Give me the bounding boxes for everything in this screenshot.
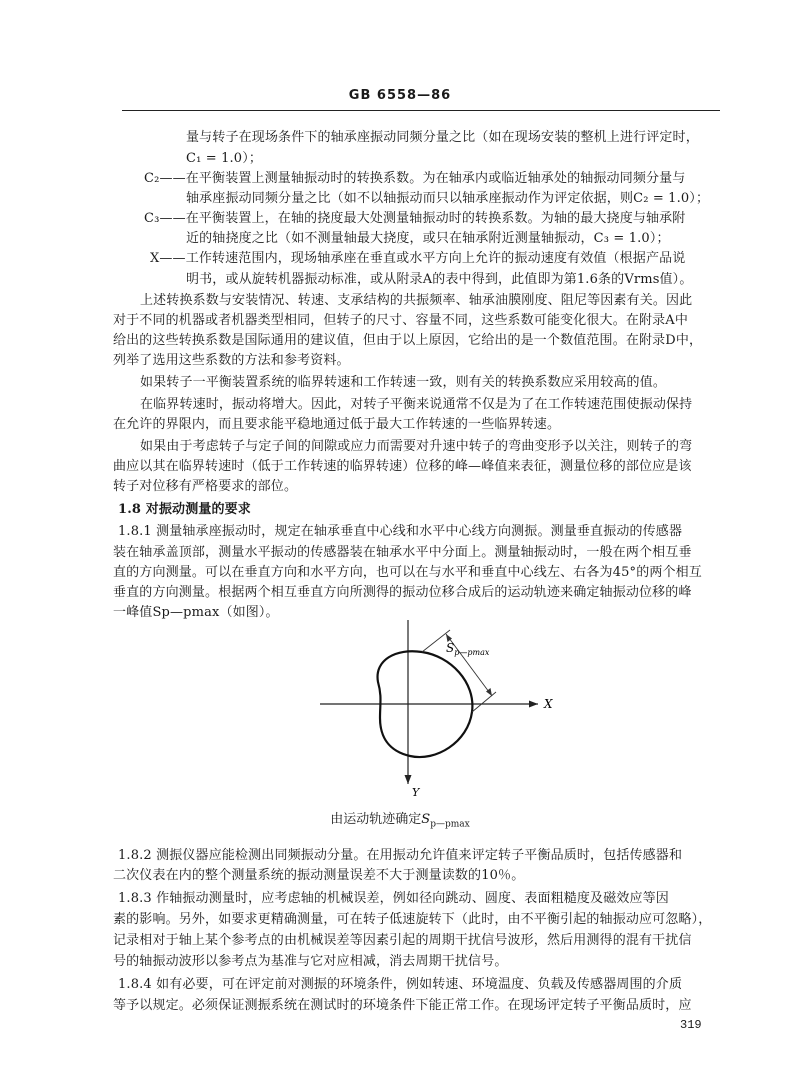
section-heading-1-8: 1.8 对振动测量的要求 — [118, 502, 251, 517]
paragraph-line: 一峰值Sp—pmax（如图）。 — [113, 605, 279, 620]
paragraph-line: 等予以规定。必须保证测振系统在测试时的环境条件下能正常工作。在现场评定转子平衡品质时，应 — [113, 998, 692, 1013]
paragraph-line: 如果转子一平衡装置系统的临界转速和工作转速一致，则有关的转换系数应采用较高的值。 — [140, 375, 667, 390]
paragraph-line: 号的轴振动波形以参考点为基准与它对应相减，消去周期干扰信号。 — [113, 954, 508, 969]
x-axis-arrow — [529, 701, 538, 708]
caption-text: 由运动轨迹确定 — [330, 812, 422, 827]
paragraph-line: 直的方向测量。可以在垂直方向和水平方向，也可以在与水平和垂直中心线左、右各为45°的两个相互 — [113, 565, 702, 580]
caption-subscript: p—pmax — [430, 819, 470, 830]
paragraph-line: 列举了选用这些系数的方法和参考资料。 — [113, 353, 350, 368]
paragraph-line: 记录相对于轴上某个参考点的由机械误差等因素引起的周期干扰信号波形，然后用测得的混有干扰信 — [113, 933, 692, 948]
clause-1-8-3: 1.8.3 作轴振动测量时，应考虑轴的机械误差，例如径向跳动、圆度、表面粗糙度及磁效应等因 — [118, 891, 669, 906]
paragraph-line: 转子对位移有严格要求的部位。 — [113, 479, 298, 494]
page-number: 319 — [680, 1018, 702, 1032]
paragraph-line: 如果由于考虑转子与定子间的间隙或应力而需要对升速中转子的弯曲变形予以关注，则转子的弯 — [140, 439, 693, 454]
paragraph-line: 在临界转速时，振动将增大。因此，对转子平衡来说通常不仅是为了在工作转速范围使振动保持 — [140, 397, 693, 412]
paragraph-line: 素的影响。另外，如要求更精确测量，可在转子低速旋转下（此时，由不平衡引起的轴振动应可忽略）， — [113, 912, 712, 927]
clause-1-8-4: 1.8.4 如有必要，可在评定前对测振的环境条件，例如转速、环境温度、负载及传感器周围的介质 — [118, 977, 683, 992]
y-axis-label: Y — [412, 786, 420, 799]
text-line: 量与转子在现场条件下的轴承座振动同频分量之比（如在现场安装的整机上进行评定时， — [186, 130, 699, 145]
text-line: 明书，或从旋转机器振动标准，或从附录A的表中得到，此值即为第1.6条的Vrms值）。 — [186, 272, 693, 287]
clause-1-8-2: 1.8.2 测振仪器应能检测出同频振动分量。在用振动允许值来评定转子平衡品质时，包括传感器和 — [118, 848, 683, 863]
header-rule — [122, 110, 720, 111]
paragraph-line: 对于不同的机器或者机器类型相同，但转子的尺寸、容量不同，这些系数可能变化很大。在附录A中 — [113, 313, 688, 328]
shaft-orbit-figure — [300, 612, 560, 812]
paragraph-line: 曲应以其在临界转速时（低于工作转速的临界转速）位移的峰—峰值来表征，测量位移的部位应是该 — [113, 459, 692, 474]
paragraph-line: 二次仪表在内的整个测量系统的振动测量误差不大于测量读数的10％。 — [113, 868, 525, 883]
text-line: C₁ = 1.0）； — [186, 151, 262, 166]
caption-symbol: S — [421, 812, 431, 827]
page-header: GB 6558—86 — [348, 88, 452, 103]
paragraph-line: 装在轴承盖顶部，测量水平振动的传感器装在轴承水平中分面上。测量轴振动时，一般在两个相互垂 — [113, 545, 692, 560]
definition-c3: C₃——在平衡装置上，在轴的挠度最大处测量轴振动时的转换系数。为轴的最大挠度与轴承附 — [144, 211, 686, 226]
sp-label: $S_{p—pmax}$ — [446, 641, 490, 657]
paragraph-line: 给出的这些转换系数是国际通用的建议值，但由于以上原因，它给出的是一个数值范围。在附录D中， — [113, 333, 703, 348]
y-axis-arrow — [405, 775, 412, 784]
x-axis-label: X — [544, 697, 553, 711]
paragraph-line: 在允许的界限内，而且要求能平稳地通过低于最大工作转速的一些临界转速。 — [113, 417, 561, 432]
paragraph-line: 垂直的方向测量。根据两个相互垂直方向所测得的振动位移合成后的运动轨迹来确定轴振动位移的峰 — [113, 585, 692, 600]
definition-c2: C₂——在平衡装置上测量轴振动时的转换系数。为在轴承内或临近轴承处的轴振动同频分量与 — [144, 171, 686, 186]
clause-1-8-1: 1.8.1 测量轴承座振动时，规定在轴承垂直中心线和水平中心线方向测振。测量垂直振动的传感器 — [118, 524, 683, 539]
extension-line-bottom — [472, 692, 496, 712]
figure-caption — [0, 808, 800, 830]
paragraph-line: 上述转换系数与安装情况、转速、支承结构的共振频率、轴承油膜刚度、阻尼等因素有关。因此 — [140, 293, 693, 308]
text-line: 近的轴挠度之比（如不测量轴最大挠度，或只在轴承附近测量轴振动，C₃ = 1.0）； — [186, 231, 670, 246]
definition-x: X——工作转速范围内，现场轴承座在垂直或水平方向上允许的振动速度有效值（根据产品说 — [150, 251, 686, 266]
text-line: 轴承座振动同频分量之比（如不以轴振动而只以轴承座振动作为评定依据，则C₂ = 1.0）； — [186, 191, 710, 206]
